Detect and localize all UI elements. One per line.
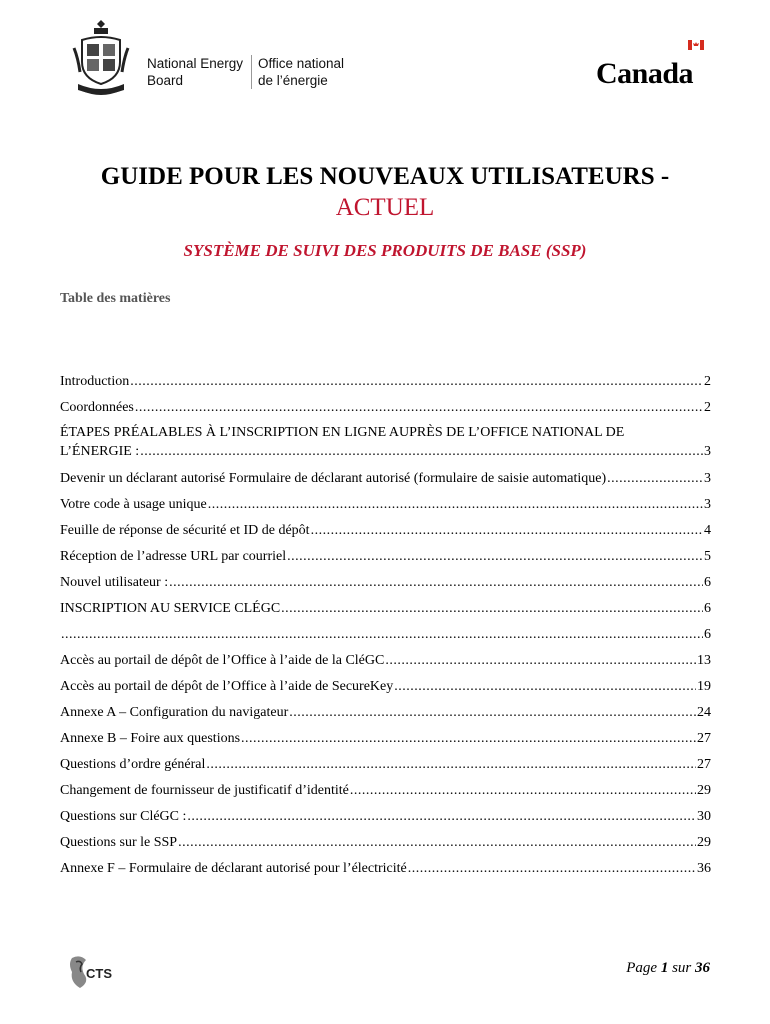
cts-logo [66, 952, 120, 992]
agency-fr-line2: de l’énergie [258, 73, 328, 88]
toc-leader [208, 495, 703, 515]
toc-entry-label: Questions sur CléGC : [60, 809, 187, 824]
toc-entry-label: Annexe B – Foire aux questions [60, 731, 241, 746]
toc-entry-page: 3 [704, 444, 711, 459]
agency-name-en [147, 55, 243, 89]
toc-entry[interactable] [60, 651, 711, 677]
toc-leader [281, 599, 703, 619]
agency-fr-line1: Office national [258, 56, 345, 71]
toc-entry[interactable] [60, 495, 711, 521]
toc-entry[interactable] [60, 547, 711, 573]
toc-entry-label: Accès au portail de dépôt de l’Office à l’aide de la CléGC [60, 653, 385, 668]
toc-leader [61, 625, 703, 645]
toc-entry-label: L’ÉNERGIE : [60, 444, 140, 459]
toc-leader [385, 651, 696, 671]
page-prefix: Page [626, 960, 658, 976]
wordmark-text: Canada [596, 57, 694, 90]
toc-entry-page: 3 [704, 497, 711, 512]
flag-icon [688, 40, 704, 50]
toc-leader [394, 677, 696, 697]
toc-leader [135, 398, 703, 418]
toc-entry-label: Accès au portail de dépôt de l’Office à l’aide de SecureKey [60, 679, 394, 694]
toc-leader [140, 442, 703, 462]
toc-entry[interactable] [60, 807, 711, 833]
toc-leader [287, 547, 703, 567]
toc-entry[interactable] [60, 573, 711, 599]
cts-logo-text: CTS [86, 966, 112, 981]
toc-entry-page: 2 [704, 374, 711, 389]
toc-entry-page: 27 [697, 757, 711, 772]
letterhead [0, 0, 770, 110]
toc-entry-page: 29 [697, 783, 711, 798]
toc-entry-page: 30 [697, 809, 711, 824]
toc-leader [169, 573, 703, 593]
toc-entry-page: 4 [704, 523, 711, 538]
toc-entry-page: 29 [697, 835, 711, 850]
agency-en-line1: National Energy [147, 56, 244, 71]
toc-entry[interactable] [60, 781, 711, 807]
toc-entry-label-line1: ÉTAPES PRÉALABLES À L’INSCRIPTION EN LIGNE AUPRÈS DE L’OFFICE NATIONAL DE [60, 425, 625, 440]
toc-entry-label: Devenir un déclarant autorisé Formulaire de déclarant autorisé (formulaire de saisie automatique) [60, 471, 607, 486]
toc-entry[interactable] [60, 372, 711, 398]
toc-leader [350, 781, 696, 801]
system-title: SYSTÈME DE SUIVI DES PRODUITS DE BASE (SSP) [183, 241, 587, 260]
toc-entry-label: Questions d’ordre général [60, 757, 206, 772]
page-separator: sur [672, 960, 692, 976]
toc-entry[interactable] [60, 469, 711, 495]
coat-of-arms-icon [72, 18, 130, 98]
toc-entry-page: 3 [704, 471, 711, 486]
toc-entry[interactable] [60, 521, 711, 547]
toc-entry[interactable] [60, 833, 711, 859]
toc-entry[interactable] [60, 677, 711, 703]
document-status: ACTUEL [335, 194, 435, 221]
toc-entry-page: 27 [697, 731, 711, 746]
table-of-contents [60, 372, 711, 885]
toc-leader [178, 833, 696, 853]
toc-leader [206, 755, 696, 775]
canada-wordmark [596, 40, 708, 90]
toc-entry-label: Votre code à usage unique [60, 497, 207, 512]
toc-entry[interactable] [60, 859, 711, 885]
toc-entry[interactable] [60, 729, 711, 755]
toc-entry-label: Annexe F – Formulaire de déclarant autorisé pour l’électricité [60, 861, 407, 876]
agency-divider [251, 55, 252, 89]
toc-entry-page: 13 [697, 653, 711, 668]
toc-entry-label: Nouvel utilisateur : [60, 575, 169, 590]
toc-entry-label: Questions sur le SSP [60, 835, 178, 850]
toc-entry-page: 2 [704, 400, 711, 415]
toc-entry-label: Changement de fournisseur de justificatif d’identité [60, 783, 349, 798]
toc-entry[interactable] [60, 755, 711, 781]
agency-name-fr [258, 55, 344, 89]
toc-entry-page: 6 [704, 575, 711, 590]
toc-entry[interactable] [60, 703, 711, 729]
toc-leader [187, 807, 696, 827]
toc-entry-label: Introduction [60, 374, 130, 389]
toc-entry-page: 5 [704, 549, 711, 564]
toc-entry-label: INSCRIPTION AU SERVICE CLÉGC [60, 601, 281, 616]
page-total: 36 [695, 960, 710, 976]
toc-entry-page: 6 [704, 627, 711, 642]
cts-logo-icon [66, 952, 120, 992]
toc-entry-page: 36 [697, 861, 711, 876]
toc-entry-page: 6 [704, 601, 711, 616]
page-number [626, 960, 710, 977]
toc-entry-page: 24 [697, 705, 711, 720]
toc-entry-page: 19 [697, 679, 711, 694]
page-current: 1 [660, 960, 669, 976]
toc-leader [241, 729, 696, 749]
toc-entry[interactable] [60, 599, 711, 625]
toc-entry-label: Coordonnées [60, 400, 134, 415]
toc-leader [289, 703, 696, 723]
toc-leader [311, 521, 703, 541]
toc-leader [130, 372, 703, 392]
document-title: GUIDE POUR LES NOUVEAUX UTILISATEURS - [100, 163, 670, 190]
toc-entry[interactable] [60, 398, 711, 424]
toc-heading: Table des matières [60, 291, 171, 306]
toc-leader [607, 469, 703, 489]
toc-entry-label: Annexe A – Configuration du navigateur [60, 705, 289, 720]
toc-leader [408, 859, 696, 879]
toc-entry[interactable] [60, 625, 711, 651]
toc-entry-label: Feuille de réponse de sécurité et ID de dépôt [60, 523, 310, 538]
toc-entry-label: Réception de l’adresse URL par courriel [60, 549, 287, 564]
toc-entry[interactable] [60, 424, 711, 469]
agency-en-line2: Board [147, 73, 184, 88]
